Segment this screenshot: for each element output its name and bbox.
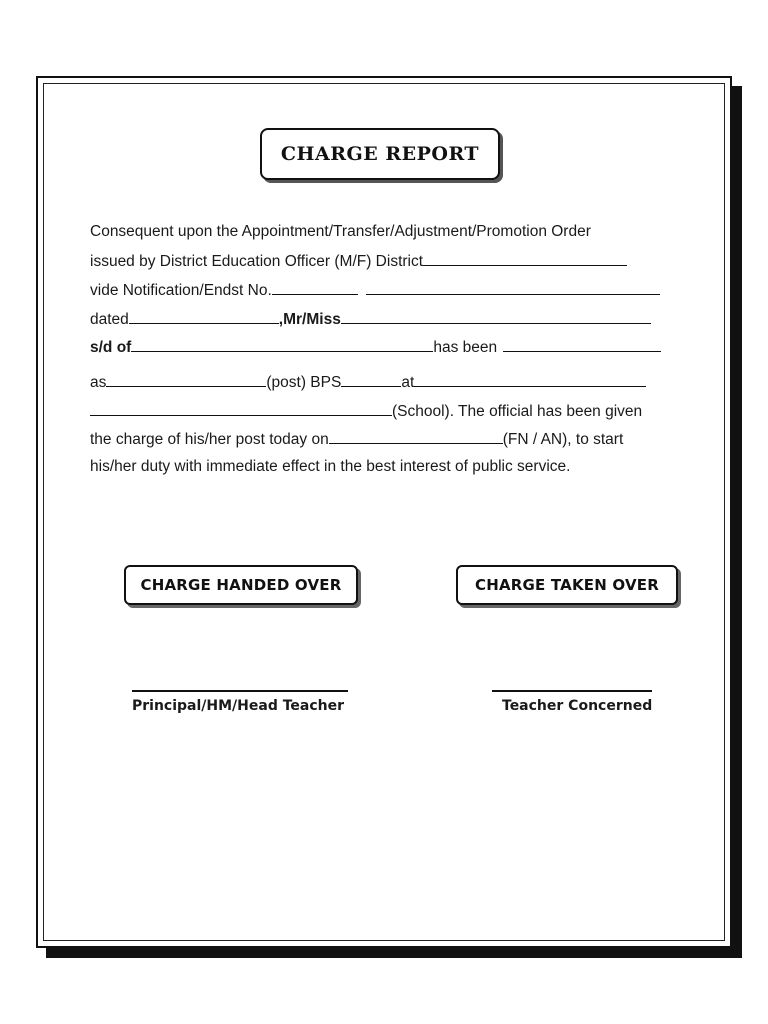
body-text-notification: vide Notification/Endst No. — [90, 282, 272, 299]
date-field[interactable] — [129, 309, 279, 324]
body-line-6 — [90, 372, 682, 393]
body-text-school: (School). The official has been given — [392, 403, 643, 420]
body-text-post-bps: (post) BPS — [266, 374, 342, 391]
post-field[interactable] — [106, 372, 266, 387]
bps-field[interactable] — [341, 372, 401, 387]
body-line-5 — [90, 337, 682, 358]
charge-handed-over-box — [124, 565, 358, 605]
body-text-at: at — [401, 374, 415, 391]
district-field[interactable] — [423, 251, 627, 266]
signature-line-teacher — [492, 690, 652, 692]
body-line-4 — [90, 309, 682, 330]
body-line-8 — [90, 429, 682, 450]
title-box — [260, 128, 500, 180]
name-field[interactable] — [341, 309, 651, 324]
page-border — [36, 76, 732, 948]
charge-taken-over-box — [456, 565, 678, 605]
charge-taken-over-label: CHARGE TAKEN OVER — [475, 576, 659, 594]
body-line-3 — [90, 280, 682, 301]
body-text-as: as — [90, 374, 107, 391]
body-line-7 — [90, 401, 682, 422]
body-text-duty: his/her duty with immediate effect in the best interest of public service. — [90, 458, 571, 475]
parent-name-field[interactable] — [131, 337, 433, 352]
charge-date-field[interactable] — [329, 429, 503, 444]
signature-label-principal: Principal/HM/Head Teacher — [132, 698, 345, 714]
body-text-district: issued by District Education Officer (M/F) District — [90, 253, 424, 270]
location-field[interactable] — [414, 372, 646, 387]
body-text-has-been: has been — [433, 339, 498, 356]
body-text-dated: dated — [90, 311, 129, 328]
body-text-sd-of: s/d of — [90, 339, 132, 356]
body-text-mr-miss: ,Mr/Miss — [278, 311, 341, 328]
body-line-1 — [90, 222, 682, 242]
page-title: CHARGE REPORT — [280, 143, 480, 165]
signature-line-principal — [132, 690, 348, 692]
notification-number-field-extended[interactable] — [366, 280, 660, 295]
body-line-9 — [90, 457, 682, 477]
body-text-appointment: Consequent upon the Appointment/Transfer/Adjustment/Promotion Order — [90, 223, 591, 240]
signature-label-teacher: Teacher Concerned — [502, 698, 653, 714]
charge-handed-over-label: CHARGE HANDED OVER — [140, 576, 342, 594]
page-inner-border — [43, 83, 725, 941]
school-field[interactable] — [90, 401, 392, 416]
body-text-charge-today: the charge of his/her post today on — [90, 431, 329, 448]
notification-number-field[interactable] — [272, 280, 358, 295]
body-text-fn-an: (FN / AN), to start — [502, 431, 624, 448]
has-been-field[interactable] — [503, 337, 661, 352]
body-line-2 — [90, 251, 682, 272]
